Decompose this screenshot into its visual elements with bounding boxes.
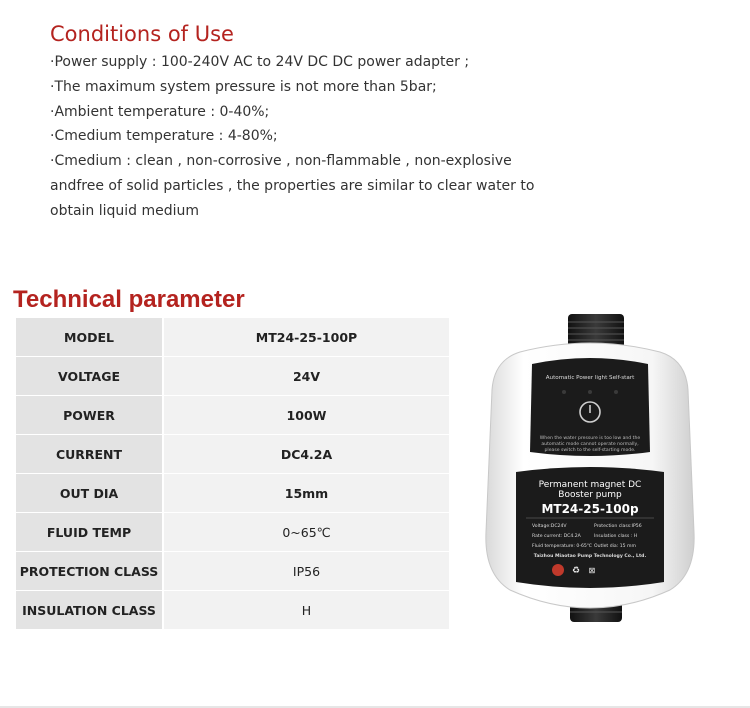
condition-line: obtain liquid medium — [50, 202, 200, 219]
condition-line: ·Cmedium temperature : 4-80%; — [50, 128, 278, 145]
panel-note: please switch to the self-starting mode. — [544, 448, 636, 453]
spec-label: FLUID TEMP — [16, 513, 163, 552]
table-row — [16, 513, 449, 552]
table-row — [16, 591, 449, 630]
flame-warning-icon — [552, 564, 564, 576]
condition-line: ·Power supply : 100-240V AC to 24V DC DC power adapter ; — [50, 54, 470, 70]
spec-label: OUT DIA — [16, 474, 163, 513]
panel-note: When the water pressure is too low and the — [539, 436, 641, 441]
panel-note: automatic mode cannot operate normally, — [541, 442, 639, 447]
spec-value: DC4.2A — [163, 435, 449, 474]
condition-line: andfree of solid particles , the properties are similar to clear water to — [50, 177, 535, 194]
spec-label: CURRENT — [16, 435, 163, 474]
spec-value: MT24-25-100P — [163, 318, 449, 357]
plate-spec: Protection class:IP56 — [594, 524, 642, 529]
booster-pump-image — [480, 312, 700, 628]
plate-maker: Taizhou Miaotao Pump Technology Co., Ltd. — [533, 554, 647, 559]
table-row — [16, 435, 449, 474]
table-row — [16, 474, 449, 513]
spec-value: IP56 — [163, 552, 449, 591]
spec-label: INSULATION CLASS — [16, 591, 163, 630]
table-row — [16, 357, 449, 396]
plate-title: Permanent magnet DC — [538, 480, 642, 490]
condition-line: ·The maximum system pressure is not more than 5bar; — [50, 78, 437, 95]
plate-spec: Outlet dia: 15 mm — [594, 544, 636, 549]
spec-label: PROTECTION CLASS — [16, 552, 163, 591]
table-row — [16, 552, 449, 591]
spec-value: 100W — [163, 396, 449, 435]
condition-line: ·Cmedium : clean , non-corrosive , non-flammable , non-explosive — [50, 153, 512, 170]
plate-spec: Voltage:DC24V — [532, 524, 567, 529]
spec-table — [16, 318, 449, 630]
spec-value: 0~65℃ — [163, 513, 449, 552]
technical-title: Technical parameter — [13, 285, 245, 313]
table-row — [16, 318, 449, 357]
spec-label: POWER — [16, 396, 163, 435]
spec-value: 24V — [163, 357, 449, 396]
condition-line: ·Ambient temperature : 0-40%; — [50, 103, 270, 120]
conditions-title: Conditions of Use — [50, 22, 234, 47]
plate-spec: Fluid temperature: 0-65℃ — [532, 544, 592, 549]
plate-model: MT24-25-100p — [541, 502, 639, 516]
spec-label: VOLTAGE — [16, 357, 163, 396]
table-row — [16, 396, 449, 435]
bin-icon: ⊠ — [588, 566, 596, 575]
plate-spec: Insulation class : H — [594, 534, 638, 539]
plate-title: Booster pump — [558, 490, 622, 500]
panel-header: Automatic Power light Self-start — [545, 375, 635, 381]
plate-spec: Rate current: DC4.2A — [532, 534, 581, 539]
conditions-list — [50, 50, 610, 224]
spec-value: H — [163, 591, 449, 630]
recycle-icon: ♻ — [571, 565, 581, 575]
spec-label: MODEL — [16, 318, 163, 357]
spec-value: 15mm — [163, 474, 449, 513]
